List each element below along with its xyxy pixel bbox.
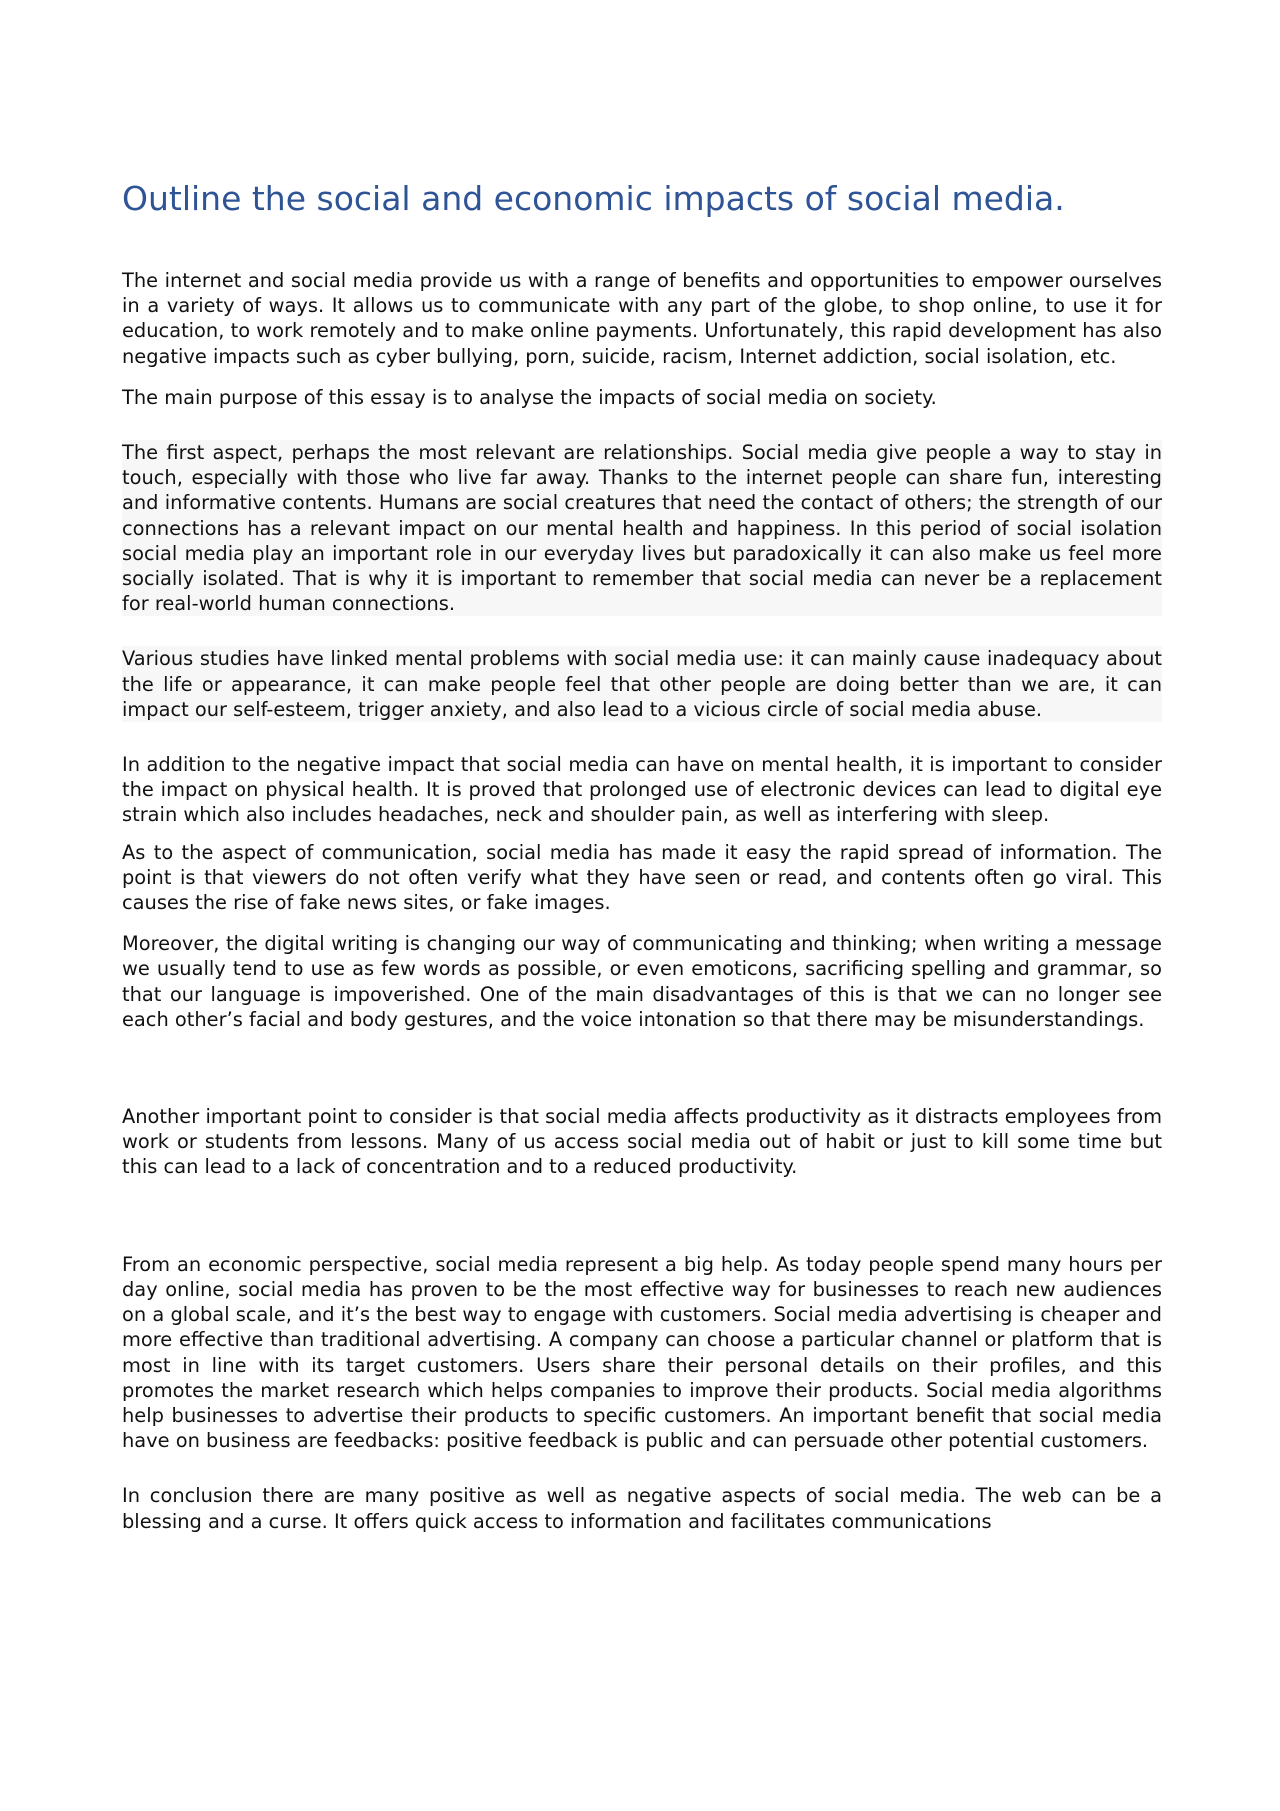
paragraph-introduction: The internet and social media provide us with a range of benefits and opportunities to empower ourselves in a variety of ways. It allows us to communicate with any part of the globe, to shop online, to use it for education, to work remotely and to make online payments. Unfortunately, this rapid development has also negative impacts such as cyber bullying, porn, suicide, racism, Internet addiction, social isolation, etc. (122, 269, 1162, 368)
paragraph-digital-writing: Moreover, the digital writing is changing our way of communicating and thinking; when writing a message we usually tend to use as few words as possible, or even emoticons, sacrificing spelling and grammar, so that our language is impoverished. One of the main disadvantages of this is that we can no longer see each other’s facial and body gestures, and the voice intonation so that there may be misunderstandings. (122, 932, 1162, 1031)
paragraph-communication: As to the aspect of communication, social media has made it easy the rapid spread of information. The point is that viewers do not often verify what they have seen or read, and contents often go viral. This causes the rise of fake news sites, or fake images. (122, 840, 1162, 915)
paragraph-purpose: The main purpose of this essay is to analyse the impacts of social media on society. (122, 385, 937, 409)
paragraph-economic: From an economic perspective, social media represent a big help. As today people spend many hours per day online, social media has proven to be the most effective way for businesses to reach new audiences on a global scale, and it’s the best way to engage with customers. Social media advertising is cheaper and more effective than traditional advertising. A company can choose a particular channel or platform that is most in line with its target customers. Users share their personal details on their profiles, and this promotes the market research which helps companies to improve their products. Social media algorithms help businesses to advertise their products to specific customers. An important benefit that social media have on business are feedbacks: positive feedback is public and can persuade other potential customers. (122, 1252, 1162, 1453)
paragraph-relationships: The first aspect, perhaps the most relevant are relationships. Social media give people a way to stay in touch, especially with those who live far away. Thanks to the internet people can share fun, interesting and informative contents. Humans are social creatures that need the contact of others; the strength of our connections has a relevant impact on our mental health and happiness. In this period of social isolation social media play an important role in our everyday lives but paradoxically it can also make us feel more socially isolated. That is why it is important to remember that social media can never be a replacement for real-world human connections. (122, 441, 1162, 616)
document-body (122, 176, 1162, 1534)
paragraph-conclusion: In conclusion there are many positive as well as negative aspects of social media. The web can be a blessing and a curse. It offers quick access to information and facilitates communications (122, 1484, 1162, 1533)
paragraph-mental-health: Various studies have linked mental problems with social media use: it can mainly cause inadequacy about the life or appearance, it can make people feel that other people are doing better than we are, it can impact our self-esteem, trigger anxiety, and also lead to a vicious circle of social media abuse. (122, 647, 1162, 721)
paragraph-physical-health: In addition to the negative impact that social media can have on mental health, it is important to consider the impact on physical health. It is proved that prolonged use of electronic devices can lead to digital eye strain which also includes headaches, neck and shoulder pain, as well as interfering with sleep. (122, 753, 1162, 827)
document-title: Outline the social and economic impacts of social media. (122, 179, 1065, 218)
paragraph-productivity: Another important point to consider is that social media affects productivity as it distracts employees from work or students from lessons. Many of us access social media out of habit or just to kill some time but this can lead to a lack of concentration and to a reduced productivity. (122, 1105, 1162, 1179)
